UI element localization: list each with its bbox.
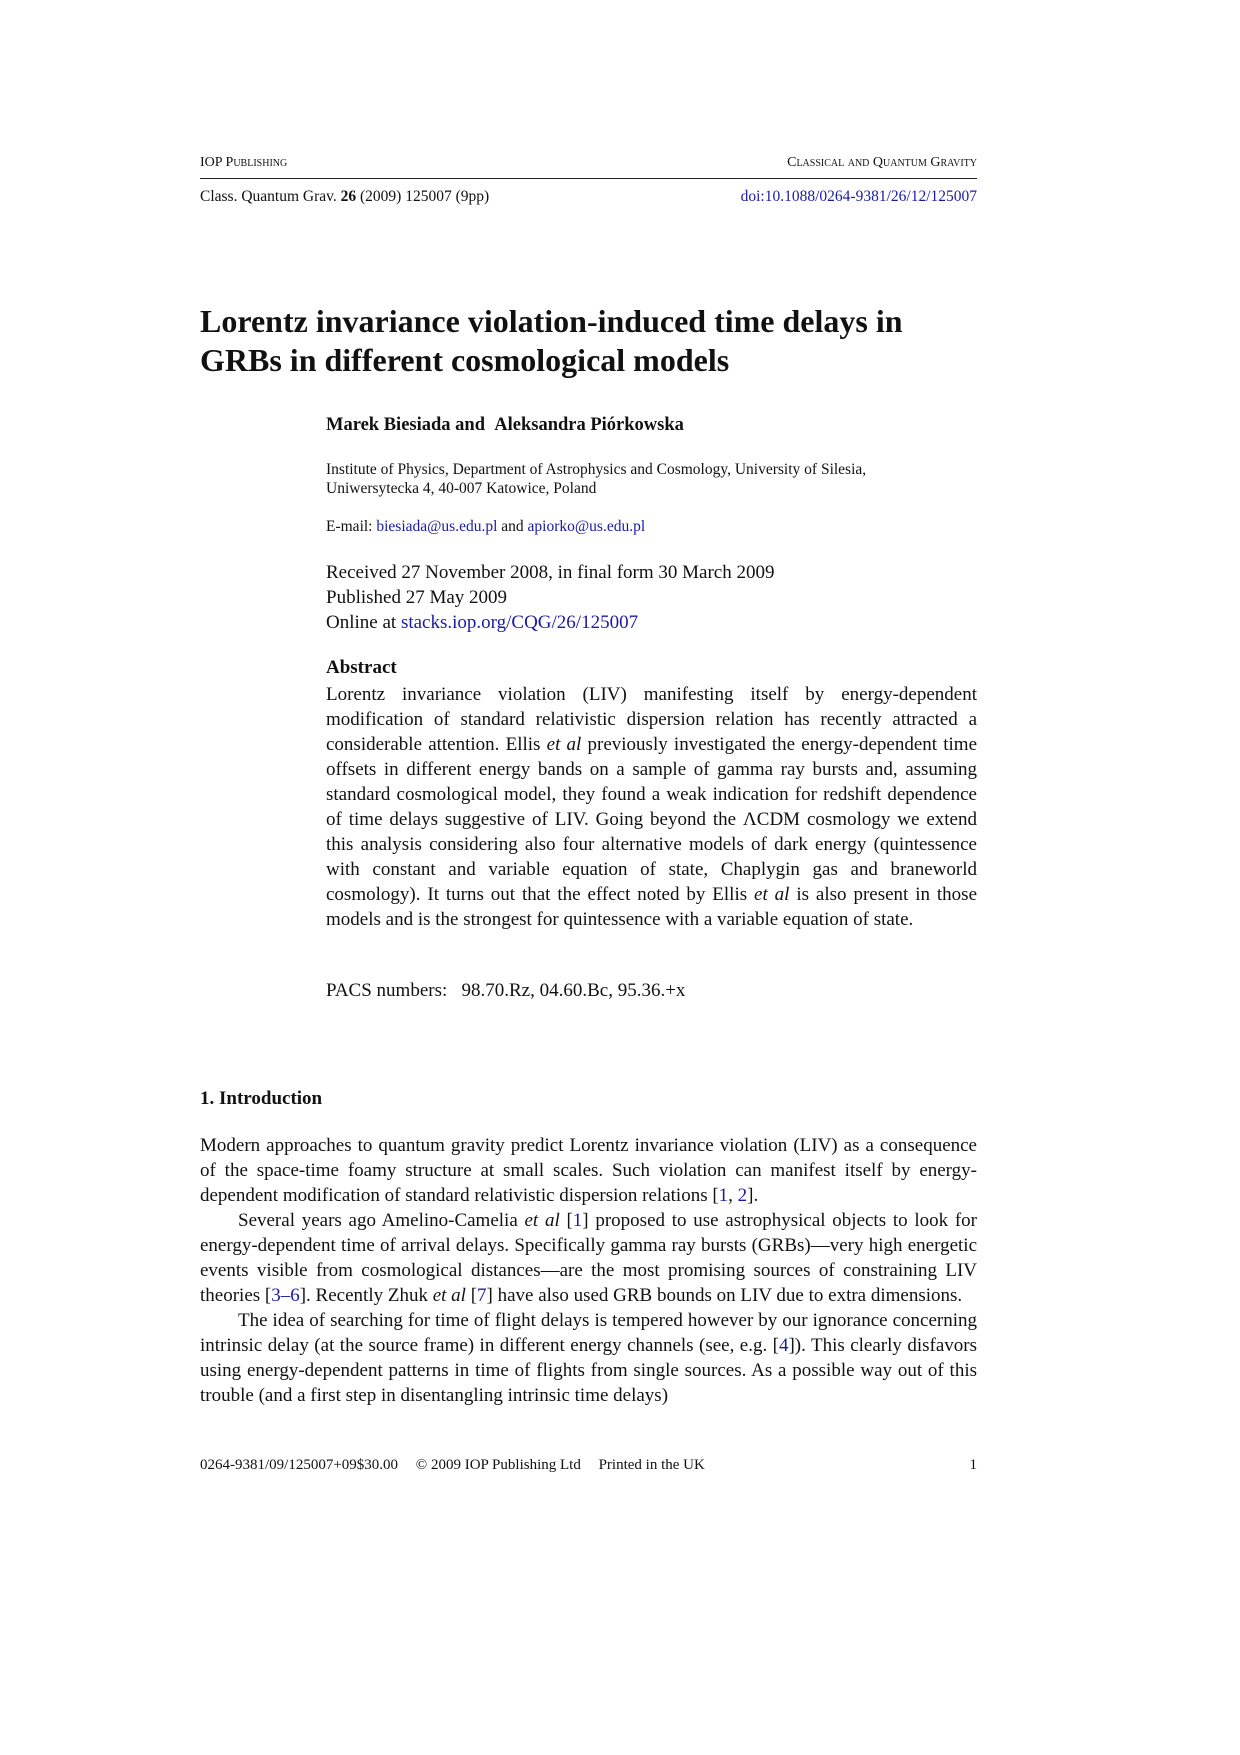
footer-printed: Printed in the UK [598, 1457, 705, 1473]
abstract-text [326, 682, 977, 932]
affiliation [326, 460, 977, 498]
email-link-biesiada[interactable]: biesiada@us.edu.pl [376, 518, 498, 535]
email-label: E-mail: [326, 518, 373, 535]
ref-link-2[interactable]: 2 [737, 1185, 748, 1206]
author-name: Marek Biesiada [326, 415, 451, 435]
online-label: Online at [326, 612, 397, 633]
email-link-apiorko[interactable]: apiorko@us.edu.pl [527, 518, 646, 535]
footer-copyright: © 2009 IOP Publishing Ltd [415, 1457, 581, 1473]
abstract-part-2: previously investigated the energy-dependent time offsets in different energy bands on a sample of gamma ray bursts and, assuming standard cosmological model, they found a weak indication for redshift dependence of time delays suggestive of LIV. Going beyond the ΛCDM cosmology we extend this analysis considering also four alternative models of dark energy (quintessence with constant and variable equation of state, Chaplygin gas and braneworld cosmology). It turns out that the effect noted by Ellis [326, 734, 978, 905]
pacs-numbers [326, 980, 977, 1002]
email-conjunction: and [501, 518, 524, 535]
affiliation-line-1: Institute of Physics, Department of Astrophysics and Cosmology, University of Silesia, [326, 461, 867, 478]
email-line [326, 518, 977, 536]
citation-line [200, 188, 977, 206]
page-number: 1 [969, 1457, 977, 1473]
paragraph-text: ] have also used GRB bounds on LIV due to extra dimensions. [486, 1285, 963, 1306]
ref-separator: , [728, 1185, 738, 1206]
author-conjunction: and [455, 415, 485, 435]
published-date: Published 27 May 2009 [326, 587, 508, 608]
citation-journal: Class. Quantum Grav. [200, 188, 337, 205]
title-line-1: Lorentz invariance violation-induced time delays in [200, 303, 903, 339]
author-list [326, 415, 977, 436]
pacs-values: 98.70.Rz, 04.60.Bc, 95.36.+x [461, 980, 686, 1001]
paragraph-text: ]). This clearly disfavors using energy-dependent patterns in time of flights from single sources. As a possible way out of this trouble (and a first step in disentangling intrinsic time delays) [200, 1335, 977, 1406]
citation [200, 188, 489, 206]
running-head [200, 155, 977, 171]
paper-page [200, 0, 977, 1755]
paragraph-text: Modern approaches to quantum gravity predict Lorentz invariance violation (LIV) as a consequence of the space-time foamy structure at small scales. Such violation can manifest itself by energy-dependent modification of standard relativistic dispersion relations [ [200, 1135, 977, 1206]
ref-link-3-6[interactable]: 3–6 [271, 1285, 300, 1306]
paragraph [200, 1133, 977, 1208]
abstract-part-1: Lorentz invariance violation (LIV) manifesting itself by energy-dependent modification of standard relativistic dispersion relation has recently attracted a considerable attention. Ellis [326, 684, 977, 755]
affiliation-line-2: Uniwersytecka 4, 40-007 Katowice, Poland [326, 480, 597, 497]
online-url-link[interactable]: stacks.iop.org/CQG/26/125007 [400, 612, 639, 633]
citation-volume: 26 [340, 188, 357, 205]
ref-link-4[interactable]: 4 [778, 1335, 789, 1356]
et-al: et al [432, 1285, 466, 1306]
citation-details: (2009) 125007 (9pp) [360, 188, 490, 205]
et-al: et al [524, 1210, 560, 1231]
pacs-label: PACS numbers: [326, 980, 448, 1001]
et-al: et al [754, 884, 790, 905]
ref-link-1[interactable]: 1 [572, 1210, 583, 1231]
publisher-name: IOP Publishing [200, 155, 288, 170]
et-al: et al [546, 734, 582, 755]
paper-title [200, 302, 977, 380]
paragraph-text: ] proposed to use astrophysical objects to look for energy-dependent time of arrival delays. Specifically gamma ray bursts (GRBs)—very high energetic events visible from cosmological distances—are the most promising sources of constraining LIV theories [ [200, 1210, 978, 1306]
paragraph-text: ]. Recently Zhuk [299, 1285, 428, 1306]
paragraph-text: The idea of searching for time of flight delays is tempered however by our ignorance concerning intrinsic delay (at the source frame) in different energy channels (see, e.g. [ [200, 1310, 977, 1356]
paragraph-text: ]. [747, 1185, 759, 1206]
author-name: Aleksandra Piórkowska [494, 415, 684, 435]
page-footer [200, 1457, 977, 1474]
abstract-part-3: is also present in those models and is the strongest for quintessence with a variable equation of state. [326, 884, 978, 930]
paragraph [200, 1308, 977, 1408]
introduction-body [200, 1133, 977, 1408]
paragraph-text: [ [465, 1285, 478, 1306]
paragraph [200, 1208, 977, 1308]
ref-link-7[interactable]: 7 [477, 1285, 487, 1306]
footer-info [200, 1457, 719, 1474]
header-rule [200, 178, 977, 179]
title-line-2: GRBs in different cosmological models [200, 342, 730, 378]
footer-code: 0264-9381/09/125007+09$30.00 [200, 1457, 399, 1473]
paragraph-text: [ [559, 1210, 573, 1231]
journal-name: Classical and Quantum Gravity [787, 155, 977, 170]
received-date: Received 27 November 2008, in final form 30 March 2009 [326, 562, 775, 583]
paragraph-text: Several years ago Amelino-Camelia [238, 1210, 518, 1231]
section-heading-introduction: 1. Introduction [200, 1088, 323, 1109]
abstract-heading: Abstract [326, 657, 397, 678]
ref-link-1[interactable]: 1 [718, 1185, 729, 1206]
doi-link[interactable]: doi:10.1088/0264-9381/26/12/125007 [740, 188, 977, 205]
publication-dates [326, 560, 977, 635]
